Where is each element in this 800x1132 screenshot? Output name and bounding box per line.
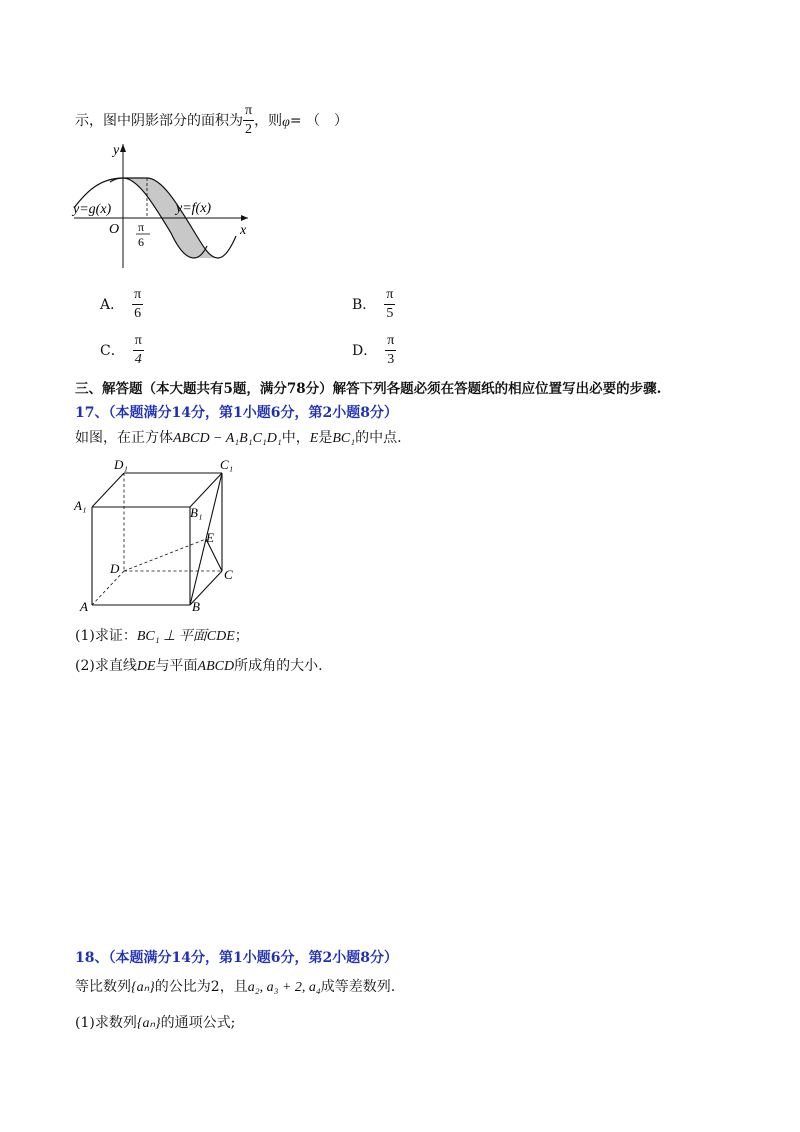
q18-stem-a: 等比数列 bbox=[75, 979, 131, 995]
q16-option-d-frac bbox=[385, 334, 396, 367]
q16-option-a[interactable] bbox=[100, 284, 143, 324]
q16-eq-paren: = （ ） bbox=[289, 113, 349, 129]
q17-label-b: B bbox=[192, 599, 200, 614]
q17-part2 bbox=[75, 655, 323, 675]
q16-phi: φ bbox=[282, 115, 290, 130]
q16-stem-line bbox=[75, 102, 348, 138]
q17-edge-de bbox=[124, 539, 206, 571]
q18-stem-c: 成等差数列. bbox=[320, 979, 396, 995]
q17-label-a1: A₁ bbox=[74, 498, 87, 513]
q17-part1-d: ； bbox=[234, 628, 249, 644]
q18-stem bbox=[75, 976, 395, 996]
q16-option-a-frac bbox=[132, 288, 143, 321]
q17-intro-c: 是 bbox=[318, 430, 333, 446]
q18-part1 bbox=[75, 1012, 235, 1032]
q18-stem-b: 的公比为2，且 bbox=[154, 979, 248, 995]
q16-option-c-den: 4 bbox=[134, 351, 142, 367]
q16-stem-prefix: 示，图中阴影部分的面积为 bbox=[75, 113, 243, 129]
q16-option-a-letter: A． bbox=[100, 297, 125, 313]
q16-y-axis-label: y bbox=[113, 143, 120, 158]
q16-f-label: y=f(x) bbox=[176, 201, 212, 216]
q16-area-fraction bbox=[243, 104, 254, 137]
q16-option-d-den: 3 bbox=[387, 351, 395, 367]
q16-tick-den: 6 bbox=[138, 235, 144, 249]
q18-part1-a: (1)求数列 bbox=[75, 1015, 137, 1031]
q16-option-b-num: π bbox=[384, 288, 395, 305]
q17-intro-a: 如图，在正方体 bbox=[75, 430, 173, 446]
q16-graph bbox=[70, 140, 260, 270]
q17-number: 17、 bbox=[75, 405, 109, 421]
q17-label-c1: C₁ bbox=[220, 457, 234, 472]
q16-option-c-num: π bbox=[133, 334, 144, 351]
q16-option-d-letter: D． bbox=[352, 343, 378, 359]
q18-number: 18、 bbox=[75, 950, 109, 966]
q17-part2-c: 与平面 bbox=[155, 658, 198, 674]
q18-points: （本题满分14分，第1小题6分，第2小题8分） bbox=[108, 950, 398, 966]
q16-option-d[interactable] bbox=[352, 330, 396, 370]
q18-seq: {aₙ} bbox=[131, 980, 155, 995]
q16-option-c-frac bbox=[133, 334, 144, 367]
q17-header bbox=[75, 402, 398, 422]
q16-area-den: 2 bbox=[245, 121, 253, 137]
q17-label-b1: B₁ bbox=[190, 505, 203, 520]
q17-label-d1: D₁ bbox=[114, 457, 128, 472]
q17-e-label: E bbox=[309, 431, 319, 446]
q16-option-b-den: 5 bbox=[386, 305, 394, 321]
q17-cube-figure bbox=[72, 455, 247, 617]
q16-g-label: y=g(x) bbox=[73, 202, 112, 217]
q17-part2-e: 所成角的大小. bbox=[234, 658, 323, 674]
q16-option-d-num: π bbox=[385, 334, 396, 351]
q18-terms: a₂, a₃ + 2, a₄ bbox=[247, 980, 321, 995]
q16-option-b-letter: B． bbox=[352, 297, 377, 313]
q17-part1-c: CDE bbox=[206, 629, 235, 644]
q17-intro-b: 中， bbox=[281, 430, 310, 446]
q16-option-a-num: π bbox=[132, 288, 143, 305]
q17-label-a: A bbox=[80, 599, 88, 614]
q17-part1-a: (1)求证： bbox=[75, 628, 137, 644]
q16-origin-label: O bbox=[109, 222, 120, 237]
q17-intro bbox=[75, 427, 402, 447]
q17-points: （本题满分14分，第1小题6分，第2小题8分） bbox=[108, 405, 398, 421]
q16-option-b-frac bbox=[384, 288, 395, 321]
section3-heading: 三、解答题（本大题共有5题，满分78分）解答下列各题必须在答题纸的相应位置写出必要的步骤. bbox=[75, 381, 662, 397]
q17-part2-d: ABCD bbox=[197, 659, 235, 674]
q16-option-b[interactable] bbox=[352, 284, 395, 324]
q17-cube-name: ABCD − A₁B₁C₁D₁ bbox=[173, 431, 282, 446]
q17-part2-a: (2)求直线 bbox=[75, 658, 137, 674]
q18-part1-seq: {aₙ} bbox=[136, 1016, 161, 1031]
q17-label-d: D bbox=[110, 561, 120, 576]
q16-x-axis-label: x bbox=[240, 223, 247, 238]
q17-bc1: BC₁ bbox=[332, 431, 356, 446]
q16-option-c[interactable] bbox=[100, 330, 144, 370]
q17-intro-d: 的中点. bbox=[355, 430, 402, 446]
q16-option-a-den: 6 bbox=[134, 305, 142, 321]
q18-header bbox=[75, 947, 398, 967]
q17-label-e: E bbox=[206, 530, 214, 545]
q18-part1-b: 的通项公式; bbox=[160, 1015, 236, 1031]
q17-label-c: C bbox=[224, 567, 233, 582]
q17-part1 bbox=[75, 625, 249, 645]
q16-area-num: π bbox=[243, 104, 254, 121]
q16-tick-num: π bbox=[138, 220, 145, 234]
q16-option-c-letter: C． bbox=[100, 343, 125, 359]
q17-part2-b: DE bbox=[136, 659, 156, 674]
q16-stem-suffix: ，则 bbox=[254, 113, 283, 129]
q17-part1-b: BC₁ ⊥ 平面 bbox=[136, 629, 207, 644]
